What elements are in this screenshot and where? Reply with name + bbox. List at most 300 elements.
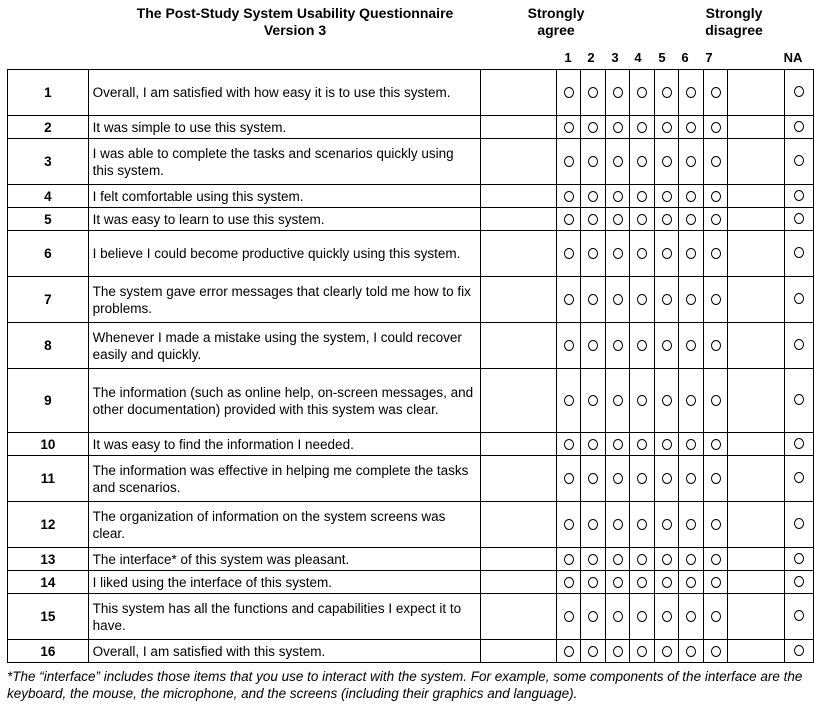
na-option[interactable]: [785, 277, 814, 323]
rating-option-3[interactable]: [606, 116, 631, 138]
radio-circle-icon: [711, 122, 721, 133]
radio-circle-icon: [613, 87, 623, 98]
na-option[interactable]: [785, 185, 814, 208]
item-question: The organization of information on the system screens was clear.: [88, 502, 481, 548]
rating-option-4[interactable]: [630, 323, 655, 368]
rating-option-3[interactable]: [606, 231, 631, 276]
rating-option-5[interactable]: [655, 456, 680, 501]
item-question: The information was effective in helping me complete the tasks and scenarios.: [88, 456, 481, 502]
rating-option-4[interactable]: [630, 640, 655, 662]
radio-circle-icon: [662, 554, 672, 565]
radio-circle-icon: [686, 191, 696, 202]
rating-option-3[interactable]: [606, 139, 631, 184]
radio-circle-icon: [564, 439, 574, 450]
rating-option-1[interactable]: [557, 571, 582, 593]
radio-circle-icon: [686, 554, 696, 565]
rating-option-5[interactable]: [655, 208, 680, 230]
radio-circle-icon: [686, 473, 696, 484]
rating-option-7[interactable]: [704, 231, 728, 276]
rating-option-6[interactable]: [679, 277, 704, 322]
rating-option-7[interactable]: [704, 502, 728, 547]
radio-circle-icon: [794, 576, 804, 587]
radio-circle-icon: [564, 156, 574, 167]
footnote: *The “interface” includes those items that you use to interact with the system. For example, some components of the interface are the keyboard, the mouse, the microphone, and the screens (including their graphics and language).: [7, 669, 803, 701]
rating-option-6[interactable]: [679, 433, 704, 455]
radio-circle-icon: [588, 294, 598, 305]
radio-circle-icon: [564, 340, 574, 351]
disagree-line-2: disagree: [705, 22, 763, 38]
rating-option-6[interactable]: [679, 208, 704, 230]
rating-option-2[interactable]: [581, 456, 606, 501]
rating-option-4[interactable]: [630, 571, 655, 593]
radio-circle-icon: [637, 191, 647, 202]
radio-circle-icon: [613, 473, 623, 484]
rating-option-2[interactable]: [581, 208, 606, 230]
rating-option-2[interactable]: [581, 571, 606, 593]
blank-cell: [728, 139, 785, 185]
rating-option-1[interactable]: [557, 640, 582, 662]
table-row: [8, 640, 814, 663]
item-question: I believe I could become productive quickly using this system.: [88, 231, 481, 277]
agree-line-1: Strongly: [527, 5, 585, 21]
rating-option-1[interactable]: [557, 139, 582, 184]
rating-option-6[interactable]: [679, 323, 704, 368]
rating-option-4[interactable]: [630, 433, 655, 455]
na-option[interactable]: [785, 571, 814, 594]
rating-option-5[interactable]: [655, 116, 680, 138]
rating-option-3[interactable]: [606, 594, 631, 639]
blank-cell: [481, 594, 557, 640]
item-number: 9: [8, 369, 89, 433]
rating-option-1[interactable]: [557, 594, 582, 639]
rating-option-6[interactable]: [679, 139, 704, 184]
strongly-agree-label: [515, 5, 597, 39]
rating-option-4[interactable]: [630, 185, 655, 207]
rating-option-3[interactable]: [606, 640, 631, 662]
blank-cell: [481, 323, 557, 369]
scale-6: 6: [681, 50, 689, 65]
rating-option-4[interactable]: [630, 548, 655, 570]
radio-circle-icon: [588, 439, 598, 450]
radio-circle-icon: [564, 214, 574, 225]
radio-circle-icon: [794, 293, 804, 304]
table-row: [8, 369, 814, 433]
rating-option-2[interactable]: [581, 369, 606, 432]
rating-options: [556, 208, 728, 231]
rating-option-6[interactable]: [679, 571, 704, 593]
radio-circle-icon: [794, 247, 804, 258]
radio-circle-icon: [637, 248, 647, 259]
rating-option-6[interactable]: [679, 369, 704, 432]
rating-option-3[interactable]: [606, 571, 631, 593]
na-option[interactable]: [785, 502, 814, 548]
table-row: [8, 594, 814, 640]
radio-circle-icon: [662, 248, 672, 259]
radio-circle-icon: [564, 294, 574, 305]
blank-cell: [481, 208, 557, 231]
disagree-line-1: Strongly: [705, 5, 763, 21]
rating-option-2[interactable]: [581, 116, 606, 138]
na-option[interactable]: [785, 323, 814, 369]
strongly-disagree-label: [690, 5, 778, 39]
radio-circle-icon: [686, 395, 696, 406]
rating-option-5[interactable]: [655, 548, 680, 570]
table-row: [8, 277, 814, 323]
rating-option-5[interactable]: [655, 369, 680, 432]
title-line-1: The Post-Study System Usability Questionnaire: [136, 5, 454, 21]
blank-cell: [481, 231, 557, 277]
radio-circle-icon: [637, 214, 647, 225]
rating-option-7[interactable]: [704, 208, 728, 230]
radio-circle-icon: [711, 214, 721, 225]
blank-cell: [728, 277, 785, 323]
radio-circle-icon: [588, 473, 598, 484]
scale-na: NA: [783, 50, 803, 65]
rating-option-7[interactable]: [704, 433, 728, 455]
rating-option-7[interactable]: [704, 369, 728, 432]
table-row: [8, 116, 814, 139]
rating-option-6[interactable]: [679, 640, 704, 662]
rating-option-6[interactable]: [679, 456, 704, 501]
item-question: It was easy to find the information I needed.: [88, 433, 481, 456]
rating-option-7[interactable]: [704, 640, 728, 662]
item-question: It was easy to learn to use this system.: [88, 208, 481, 231]
rating-option-1[interactable]: [557, 369, 582, 432]
rating-option-1[interactable]: [557, 548, 582, 570]
radio-circle-icon: [564, 611, 574, 622]
item-number: 16: [8, 640, 89, 663]
rating-options: [556, 277, 728, 323]
rating-option-4[interactable]: [630, 369, 655, 432]
blank-cell: [728, 548, 785, 571]
radio-circle-icon: [794, 438, 804, 449]
rating-option-4[interactable]: [630, 208, 655, 230]
rating-option-2[interactable]: [581, 640, 606, 662]
rating-option-3[interactable]: [606, 185, 631, 207]
blank-cell: [728, 231, 785, 277]
rating-option-2[interactable]: [581, 277, 606, 322]
rating-option-2[interactable]: [581, 548, 606, 570]
na-option[interactable]: [785, 116, 814, 139]
na-option[interactable]: [785, 139, 814, 185]
rating-option-6[interactable]: [679, 231, 704, 276]
blank-cell: [728, 208, 785, 231]
scale-5: 5: [658, 50, 666, 65]
blank-cell: [728, 502, 785, 548]
radio-circle-icon: [711, 519, 721, 530]
rating-option-6[interactable]: [679, 116, 704, 138]
rating-option-1[interactable]: [557, 185, 582, 207]
na-option[interactable]: [785, 369, 814, 433]
radio-circle-icon: [686, 122, 696, 133]
item-number: 1: [8, 70, 89, 116]
radio-circle-icon: [686, 611, 696, 622]
rating-option-4[interactable]: [630, 277, 655, 322]
radio-circle-icon: [613, 554, 623, 565]
rating-options: [556, 571, 728, 594]
rating-option-1[interactable]: [557, 231, 582, 276]
rating-option-5[interactable]: [655, 139, 680, 184]
radio-circle-icon: [794, 86, 804, 97]
radio-circle-icon: [662, 646, 672, 657]
blank-cell: [728, 433, 785, 456]
rating-option-7[interactable]: [704, 571, 728, 593]
rating-option-1[interactable]: [557, 208, 582, 230]
radio-circle-icon: [711, 248, 721, 259]
blank-cell: [481, 369, 557, 433]
rating-option-1[interactable]: [557, 323, 582, 368]
radio-circle-icon: [613, 122, 623, 133]
radio-circle-icon: [637, 646, 647, 657]
item-number: 14: [8, 571, 89, 594]
item-question: Overall, I am satisfied with this system.: [88, 640, 481, 663]
table-row: [8, 548, 814, 571]
radio-circle-icon: [613, 611, 623, 622]
rating-option-3[interactable]: [606, 548, 631, 570]
rating-option-2[interactable]: [581, 70, 606, 115]
rating-option-2[interactable]: [581, 323, 606, 368]
radio-circle-icon: [794, 121, 804, 132]
blank-cell: [728, 185, 785, 208]
rating-option-7[interactable]: [704, 548, 728, 570]
na-option[interactable]: [785, 70, 814, 116]
radio-circle-icon: [637, 156, 647, 167]
radio-circle-icon: [564, 554, 574, 565]
rating-option-7[interactable]: [704, 594, 728, 639]
radio-circle-icon: [686, 646, 696, 657]
scale-3: 3: [611, 50, 619, 65]
item-question: This system has all the functions and capabilities I expect it to have.: [88, 594, 481, 640]
radio-circle-icon: [637, 439, 647, 450]
radio-circle-icon: [637, 519, 647, 530]
blank-cell: [728, 116, 785, 139]
radio-circle-icon: [662, 191, 672, 202]
item-question: Overall, I am satisfied with how easy it is to use this system.: [88, 70, 481, 116]
rating-option-3[interactable]: [606, 323, 631, 368]
rating-options: [556, 116, 728, 139]
radio-circle-icon: [711, 611, 721, 622]
rating-option-1[interactable]: [557, 433, 582, 455]
radio-circle-icon: [794, 472, 804, 483]
radio-circle-icon: [662, 340, 672, 351]
blank-cell: [481, 502, 557, 548]
blank-cell: [481, 277, 557, 323]
rating-option-4[interactable]: [630, 231, 655, 276]
rating-option-1[interactable]: [557, 116, 582, 138]
radio-circle-icon: [662, 577, 672, 588]
item-number: 4: [8, 185, 89, 208]
radio-circle-icon: [711, 554, 721, 565]
radio-circle-icon: [662, 156, 672, 167]
radio-circle-icon: [613, 294, 623, 305]
rating-options: [556, 369, 728, 433]
item-question: It was simple to use this system.: [88, 116, 481, 139]
rating-options: [556, 231, 728, 277]
rating-option-4[interactable]: [630, 594, 655, 639]
item-number: 2: [8, 116, 89, 139]
na-option[interactable]: [785, 640, 814, 663]
rating-option-4[interactable]: [630, 456, 655, 501]
rating-option-6[interactable]: [679, 502, 704, 547]
rating-option-7[interactable]: [704, 70, 728, 115]
item-number: 5: [8, 208, 89, 231]
rating-option-3[interactable]: [606, 502, 631, 547]
radio-circle-icon: [794, 213, 804, 224]
item-number: 6: [8, 231, 89, 277]
radio-circle-icon: [588, 577, 598, 588]
rating-options: [556, 456, 728, 502]
blank-cell: [481, 433, 557, 456]
rating-option-7[interactable]: [704, 456, 728, 501]
na-option[interactable]: [785, 456, 814, 502]
rating-option-5[interactable]: [655, 433, 680, 455]
rating-option-7[interactable]: [704, 139, 728, 184]
radio-circle-icon: [613, 156, 623, 167]
rating-option-5[interactable]: [655, 277, 680, 322]
item-number: 3: [8, 139, 89, 185]
radio-circle-icon: [637, 294, 647, 305]
radio-circle-icon: [588, 248, 598, 259]
blank-cell: [481, 640, 557, 663]
rating-option-7[interactable]: [704, 277, 728, 322]
rating-option-7[interactable]: [704, 323, 728, 368]
radio-circle-icon: [686, 214, 696, 225]
radio-circle-icon: [564, 395, 574, 406]
rating-option-6[interactable]: [679, 594, 704, 639]
rating-option-7[interactable]: [704, 185, 728, 207]
rating-option-2[interactable]: [581, 231, 606, 276]
radio-circle-icon: [613, 519, 623, 530]
rating-option-6[interactable]: [679, 185, 704, 207]
table-row: [8, 208, 814, 231]
blank-cell: [728, 571, 785, 594]
title-line-2: Version 3: [263, 22, 327, 38]
na-option[interactable]: [785, 231, 814, 277]
rating-option-4[interactable]: [630, 70, 655, 115]
radio-circle-icon: [564, 191, 574, 202]
rating-options: [556, 640, 728, 663]
rating-option-5[interactable]: [655, 594, 680, 639]
radio-circle-icon: [588, 646, 598, 657]
rating-option-4[interactable]: [630, 502, 655, 547]
radio-circle-icon: [686, 519, 696, 530]
rating-option-3[interactable]: [606, 433, 631, 455]
rating-option-1[interactable]: [557, 456, 582, 501]
item-number: 12: [8, 502, 89, 548]
na-option[interactable]: [785, 594, 814, 640]
rating-option-3[interactable]: [606, 277, 631, 322]
rating-option-2[interactable]: [581, 433, 606, 455]
rating-option-6[interactable]: [679, 70, 704, 115]
radio-circle-icon: [686, 87, 696, 98]
item-question: The system gave error messages that clearly told me how to fix problems.: [88, 277, 481, 323]
radio-circle-icon: [613, 577, 623, 588]
na-option[interactable]: [785, 208, 814, 231]
rating-option-5[interactable]: [655, 323, 680, 368]
rating-option-4[interactable]: [630, 116, 655, 138]
radio-circle-icon: [637, 122, 647, 133]
radio-circle-icon: [637, 87, 647, 98]
radio-circle-icon: [564, 248, 574, 259]
rating-option-7[interactable]: [704, 116, 728, 138]
radio-circle-icon: [711, 473, 721, 484]
radio-circle-icon: [794, 394, 804, 405]
na-option[interactable]: [785, 548, 814, 571]
radio-circle-icon: [588, 395, 598, 406]
rating-option-3[interactable]: [606, 208, 631, 230]
rating-option-4[interactable]: [630, 139, 655, 184]
item-question: Whenever I made a mistake using the system, I could recover easily and quickly.: [88, 323, 481, 369]
rating-option-5[interactable]: [655, 502, 680, 547]
rating-options: [556, 185, 728, 208]
radio-circle-icon: [613, 340, 623, 351]
radio-circle-icon: [794, 518, 804, 529]
rating-option-3[interactable]: [606, 70, 631, 115]
blank-cell: [481, 456, 557, 502]
blank-cell: [481, 139, 557, 185]
rating-options: [556, 502, 728, 548]
rating-options: [556, 433, 728, 456]
item-number: 8: [8, 323, 89, 369]
table-row: [8, 231, 814, 277]
rating-option-6[interactable]: [679, 548, 704, 570]
radio-circle-icon: [613, 214, 623, 225]
rating-option-5[interactable]: [655, 231, 680, 276]
radio-circle-icon: [564, 646, 574, 657]
rating-option-2[interactable]: [581, 139, 606, 184]
radio-circle-icon: [564, 122, 574, 133]
radio-circle-icon: [794, 645, 804, 656]
radio-circle-icon: [711, 340, 721, 351]
rating-option-5[interactable]: [655, 571, 680, 593]
radio-circle-icon: [588, 87, 598, 98]
rating-option-5[interactable]: [655, 640, 680, 662]
blank-cell: [728, 594, 785, 640]
radio-circle-icon: [564, 577, 574, 588]
radio-circle-icon: [637, 577, 647, 588]
rating-options: [556, 139, 728, 185]
radio-circle-icon: [794, 610, 804, 621]
blank-cell: [728, 70, 785, 116]
rating-option-3[interactable]: [606, 369, 631, 432]
rating-options: [556, 594, 728, 640]
scale-2: 2: [587, 50, 595, 65]
rating-option-1[interactable]: [557, 502, 582, 547]
table-row: [8, 456, 814, 502]
radio-circle-icon: [711, 395, 721, 406]
rating-option-5[interactable]: [655, 70, 680, 115]
radio-circle-icon: [711, 87, 721, 98]
radio-circle-icon: [711, 646, 721, 657]
rating-option-5[interactable]: [655, 185, 680, 207]
blank-cell: [481, 571, 557, 594]
rating-option-3[interactable]: [606, 456, 631, 501]
blank-cell: [481, 116, 557, 139]
rating-option-2[interactable]: [581, 502, 606, 547]
radio-circle-icon: [662, 395, 672, 406]
scale-7: 7: [705, 50, 713, 65]
na-option[interactable]: [785, 433, 814, 456]
rating-option-1[interactable]: [557, 70, 582, 115]
rating-option-1[interactable]: [557, 277, 582, 322]
rating-option-2[interactable]: [581, 185, 606, 207]
blank-cell: [728, 323, 785, 369]
rating-option-2[interactable]: [581, 594, 606, 639]
radio-circle-icon: [686, 340, 696, 351]
item-number: 15: [8, 594, 89, 640]
radio-circle-icon: [588, 554, 598, 565]
questionnaire-table: [7, 69, 814, 663]
